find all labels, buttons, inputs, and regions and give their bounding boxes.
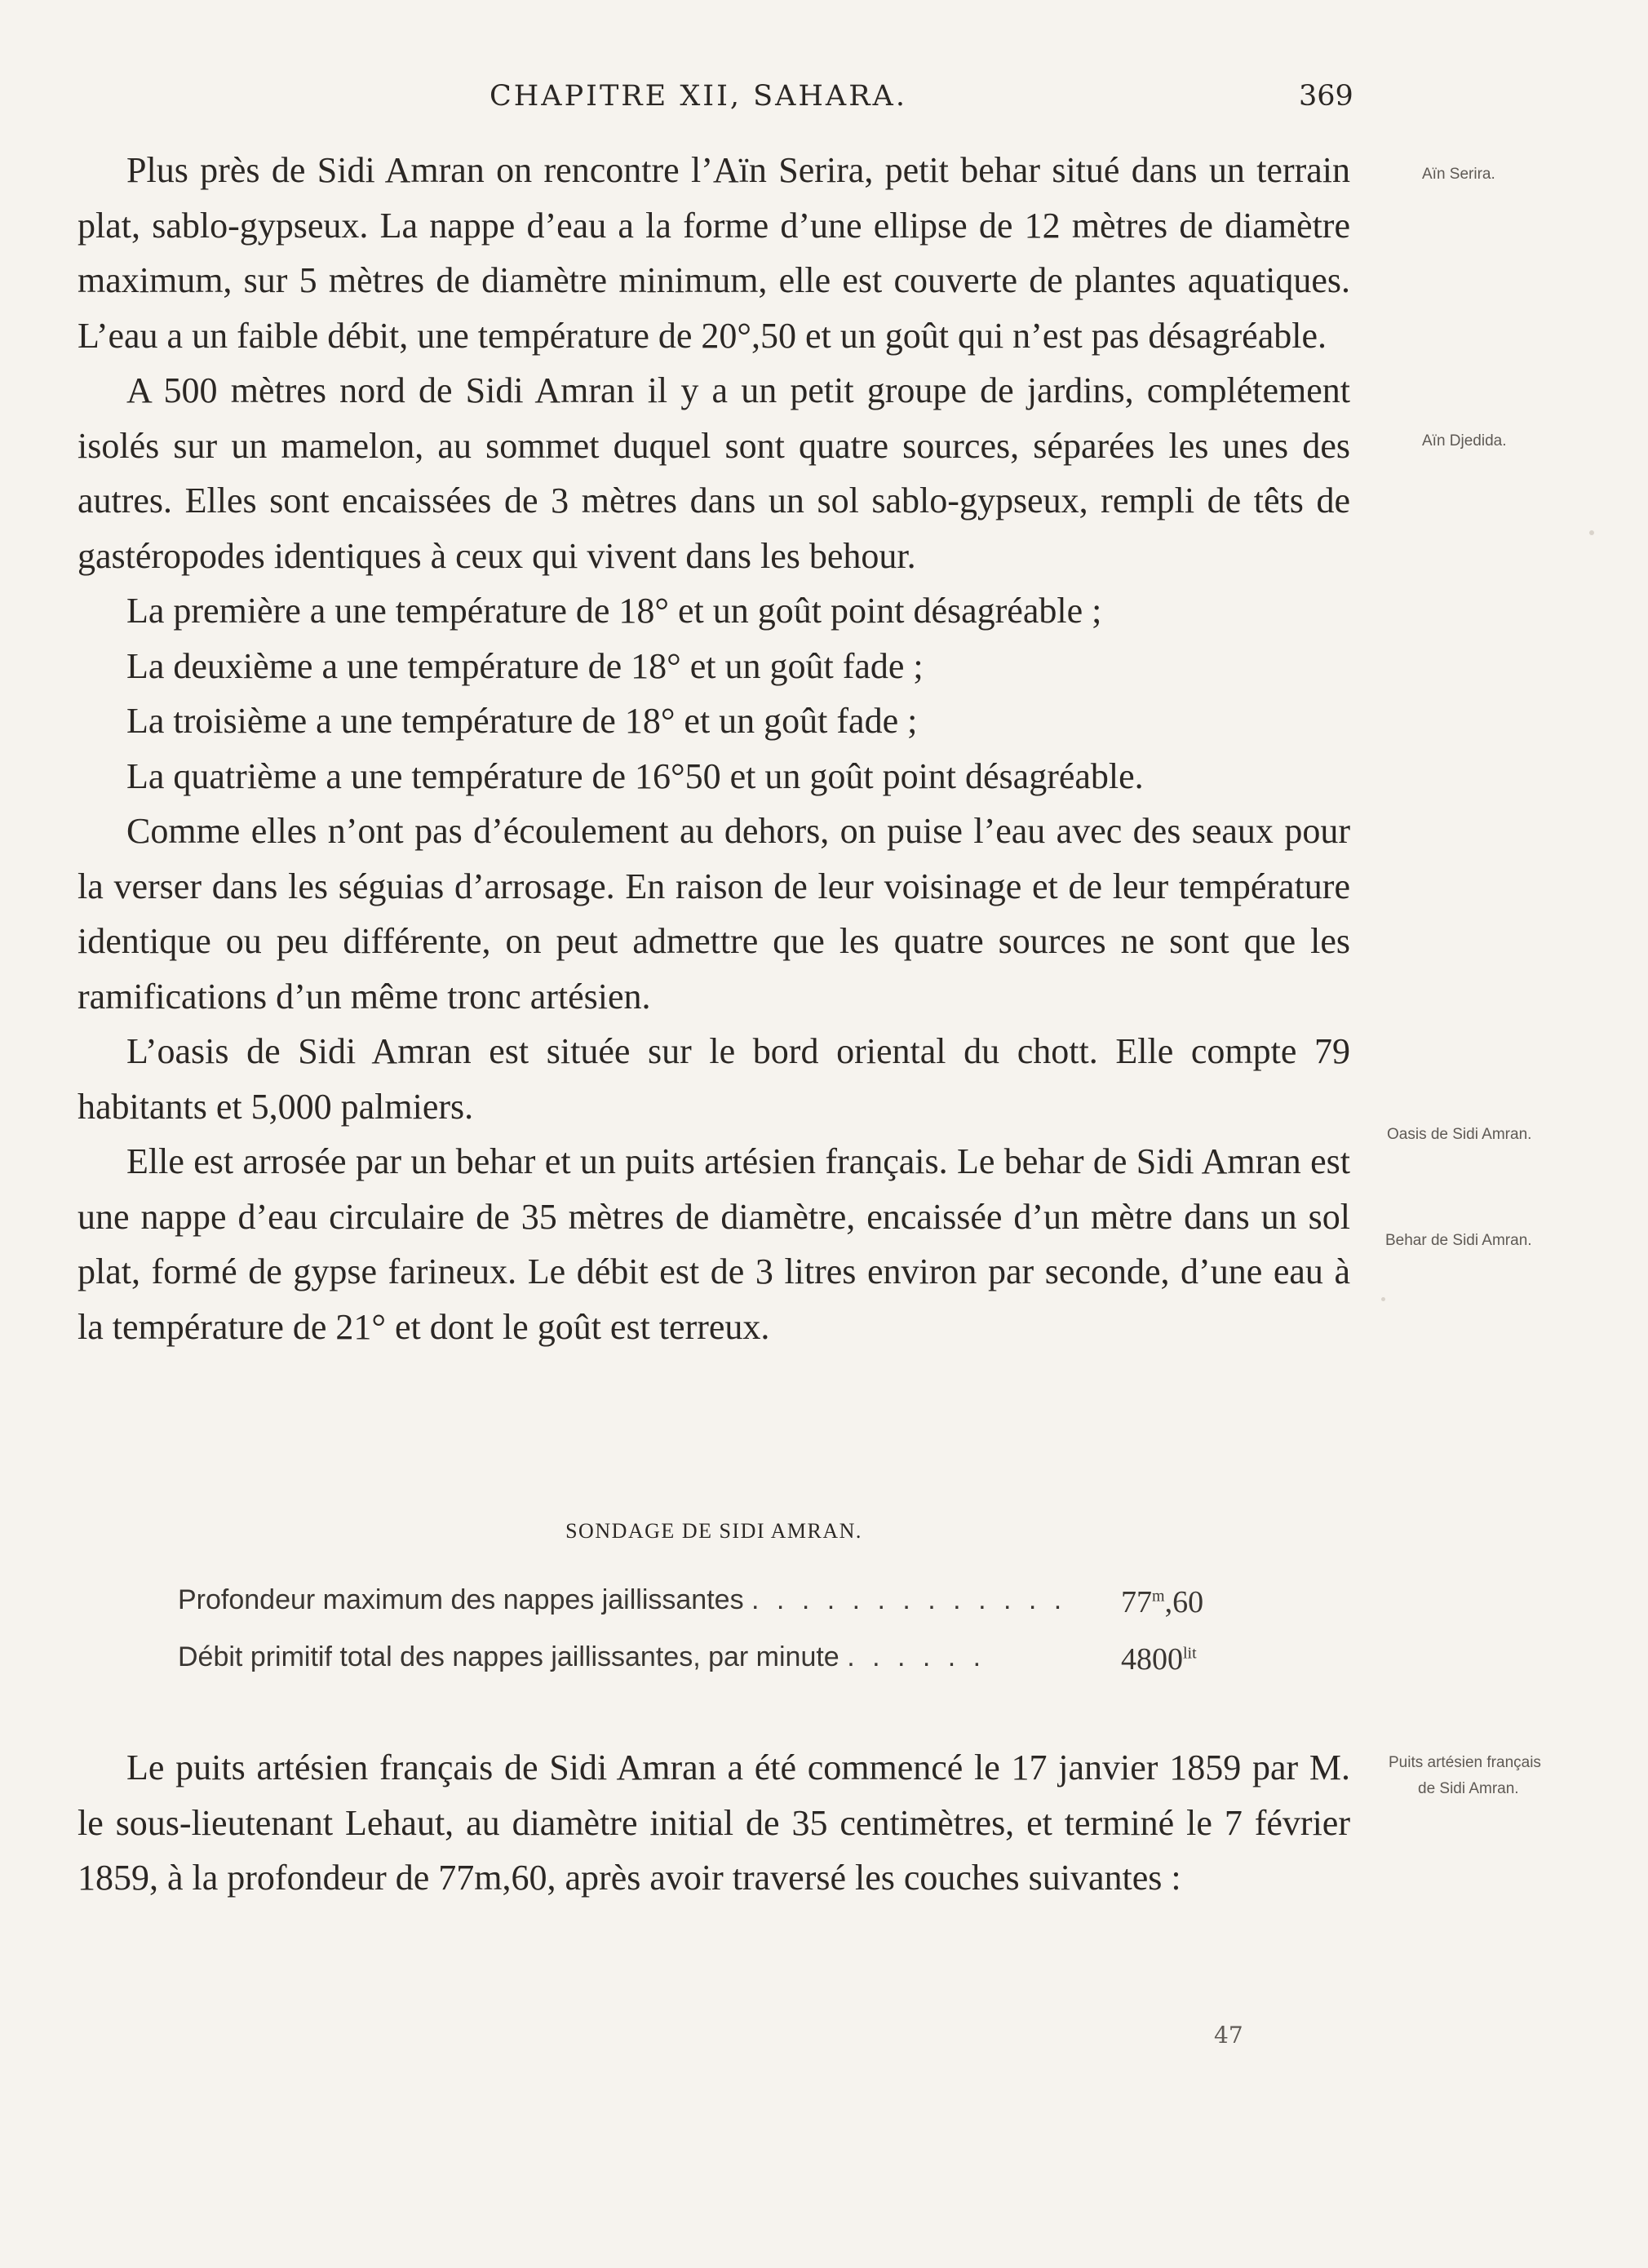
row-value: 77$^m$,60 xyxy=(1121,1585,1204,1619)
row-label: Débit primitif total des nappes jaillissantes, par minute . . . . . . xyxy=(178,1641,986,1672)
paragraph: Plus près de Sidi Amran on rencontre l’Aïn Serira, petit behar situé dans un terrain plat, sablo-gypseux. La nappe d’eau a la forme d’une ellipse de 12 mètres de diamètre maximum, sur 5 mètres de diamètre minimum, elle est couverte de plantes aquatiques. L’eau a un faible débit, une température de 20°,50 et un goût qui n’est pas désagréable. xyxy=(78,150,1350,356)
margin-note: Aïn Serira. xyxy=(1422,166,1495,183)
margin-note: Behar de Sidi Amran. xyxy=(1385,1232,1532,1249)
margin-note: Puits artésien français xyxy=(1389,1754,1541,1771)
margin-note: de Sidi Amran. xyxy=(1418,1780,1519,1797)
source-line: La deuxième a une température de 18° et un goût fade ; xyxy=(126,645,924,686)
running-head: CHAPITRE XII, SAHARA. xyxy=(490,80,907,113)
closing-text xyxy=(78,1740,1350,1906)
margin-note: Oasis de Sidi Amran. xyxy=(1387,1126,1532,1143)
paragraph: A 500 mètres nord de Sidi Amran il y a un petit groupe de jardins, complétement isolés sur un mamelon, au sommet duquel sont quatre sources, séparées les unes des autres. Elles sont encaissées de 3 mètres dans un sol sablo-gypseux, rempli de têts de gastéropodes identiques à ceux qui vivent dans les behour. xyxy=(78,370,1350,576)
sondage-table xyxy=(178,1584,1271,1699)
paper-speck xyxy=(1381,1297,1385,1301)
paragraph: L’oasis de Sidi Amran est située sur le bord oriental du chott. Elle compte 79 habitants et 5,000 palmiers. xyxy=(78,1031,1350,1127)
source-line: La quatrième a une température de 16°50 et un goût point désagréable. xyxy=(126,755,1144,796)
signature-mark: 47 xyxy=(1214,2022,1243,2049)
paragraph: Comme elles n’ont pas d’écoulement au dehors, on puise l’eau avec des seaux pour la verser dans les séguias d’arrosage. En raison de leur voisinage et de leur température identique ou peu différente, on peut admettre que les quatre sources ne sont que les ramifications d’un même tronc artésien. xyxy=(78,811,1350,1017)
margin-note: Aïn Djedida. xyxy=(1422,432,1507,450)
table-row xyxy=(178,1641,1271,1699)
row-value: $4800^{lit}$ xyxy=(1121,1642,1197,1677)
paragraph: Elle est arrosée par un behar et un puits artésien français. Le behar de Sidi Amran est une nappe d’eau circulaire de 35 mètres de diamètre, encaissée d’un mètre dans un sol plat, formé de gypse farineux. Le débit est de 3 litres environ par seconde, d’une eau à la température de 21° et dont le goût est terreux. xyxy=(78,1141,1350,1347)
table-title: SONDAGE DE SIDI AMRAN. xyxy=(565,1519,862,1543)
row-label: Profondeur maximum des nappes jaillissantes . . . . . . . . . . . . . xyxy=(178,1584,1067,1615)
table-row xyxy=(178,1584,1271,1641)
source-line: La troisième a une température de 18° et un goût fade ; xyxy=(126,701,918,741)
paper-speck xyxy=(1589,530,1594,535)
paragraph: Le puits artésien français de Sidi Amran a été commencé le 17 janvier 1859 par M. le sous-lieutenant Lehaut, au diamètre initial de 35 centimètres, et terminé le 7 février 1859, à la profondeur de 77m,60, après avoir traversé les couches suivantes : xyxy=(78,1748,1350,1898)
main-text xyxy=(78,143,1350,1354)
page-number: 369 xyxy=(1299,80,1353,113)
source-line: La première a une température de 18° et un goût point désagréable ; xyxy=(126,591,1102,631)
